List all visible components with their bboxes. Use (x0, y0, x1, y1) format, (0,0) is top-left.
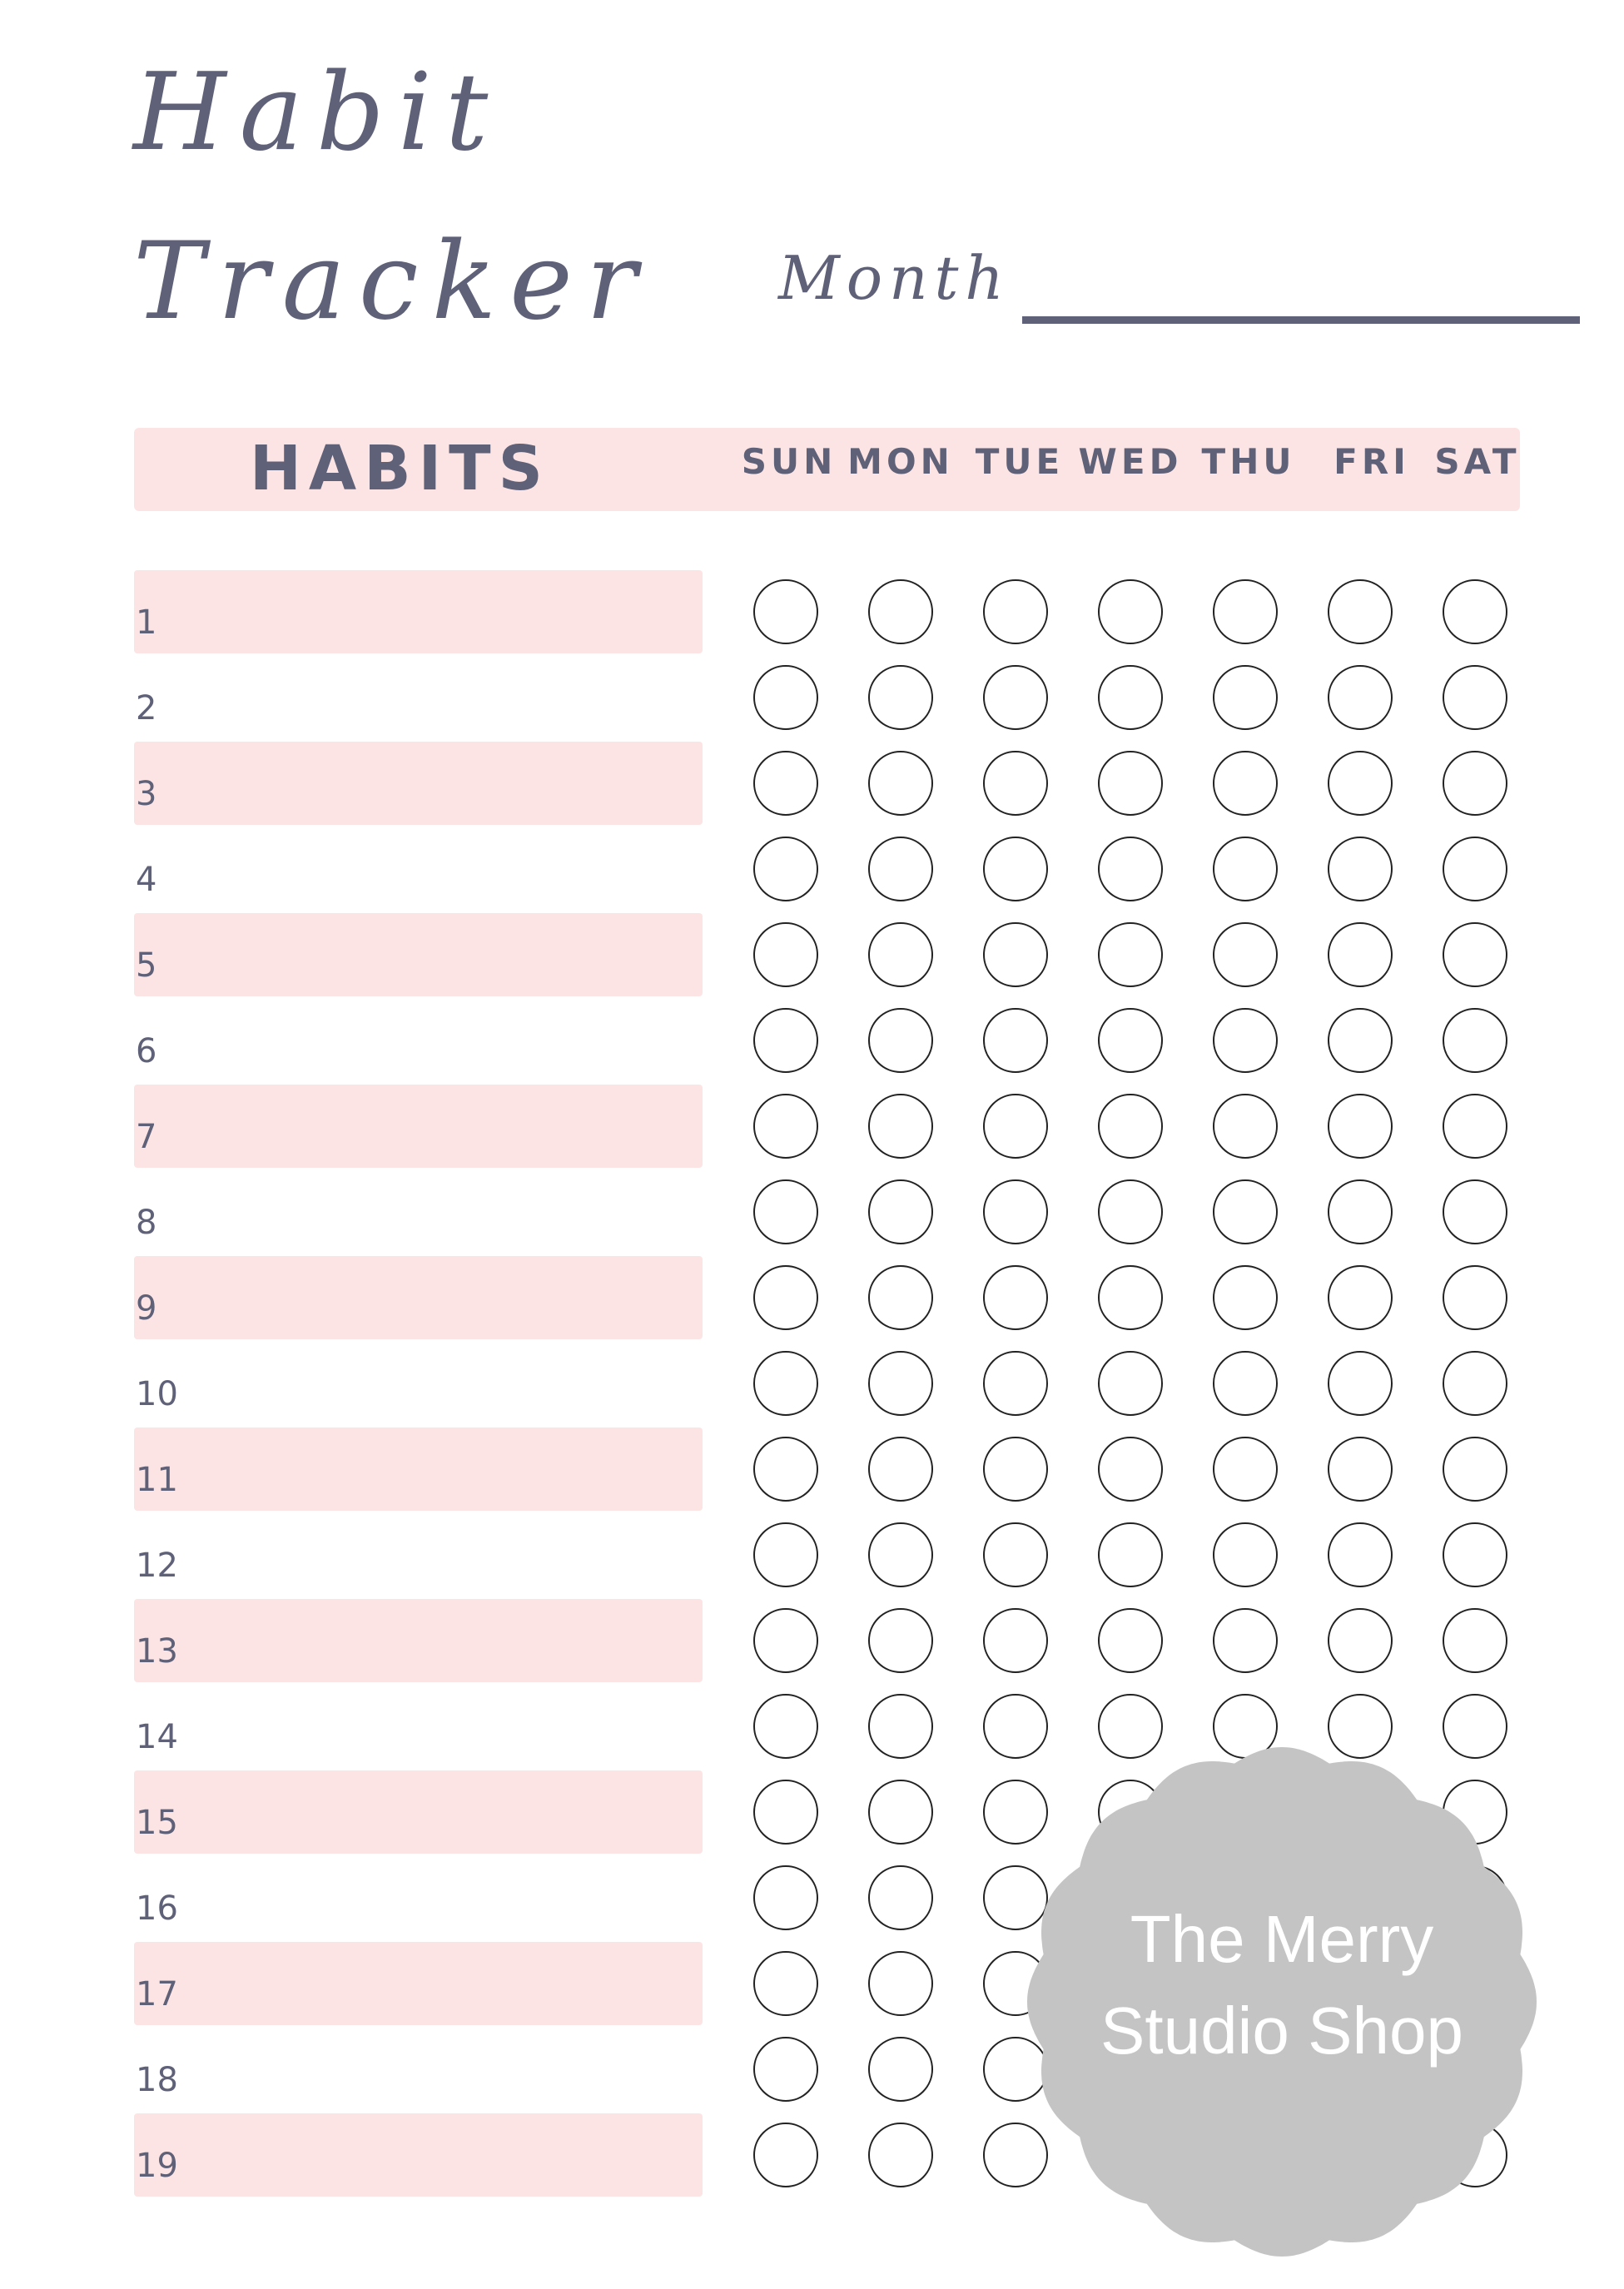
checkbox-circle-wed[interactable] (1098, 1351, 1163, 1416)
habit-row-number: 13 (136, 1632, 178, 1671)
checkbox-circle-wed[interactable] (1098, 1522, 1163, 1587)
checkbox-circle-sun[interactable] (753, 579, 818, 644)
checkbox-circle-tue[interactable] (983, 1351, 1048, 1416)
checkbox-circle-mon[interactable] (868, 1951, 933, 2016)
habit-name-field[interactable] (191, 2044, 691, 2094)
habit-row-number: 16 (136, 1889, 178, 1928)
habit-name-field[interactable] (191, 1616, 691, 1666)
checkbox-circle-fri[interactable] (1328, 922, 1393, 987)
checkbox-circle-tue[interactable] (983, 665, 1048, 730)
checkbox-circle-thu[interactable] (1213, 1265, 1278, 1330)
checkbox-circle-fri[interactable] (1328, 1179, 1393, 1244)
checkbox-circle-wed[interactable] (1098, 837, 1163, 901)
checkbox-circle-mon[interactable] (868, 1608, 933, 1673)
habit-name-field[interactable] (191, 1187, 691, 1237)
watermark-line-2: Studio Shop (1100, 1994, 1463, 2068)
checkbox-circle-fri[interactable] (1328, 665, 1393, 730)
checkbox-circle-sun[interactable] (753, 1608, 818, 1673)
checkbox-circle-sun[interactable] (753, 922, 818, 987)
habit-name-field[interactable] (191, 1701, 691, 1751)
habit-row-number: 5 (136, 946, 157, 985)
checkbox-circle-tue[interactable] (983, 1437, 1048, 1502)
habit-name-field[interactable] (191, 673, 691, 722)
checkbox-circle-sat[interactable] (1443, 579, 1507, 644)
checkbox-circle-wed[interactable] (1098, 922, 1163, 987)
habit-row-number: 8 (136, 1204, 157, 1242)
habit-name-field[interactable] (191, 844, 691, 894)
day-label-wed: WED (1078, 441, 1183, 482)
habit-row-number: 7 (136, 1118, 157, 1156)
checkbox-circle-mon[interactable] (868, 2037, 933, 2102)
day-label-fri: FRI (1333, 441, 1410, 482)
checkbox-circle-sat[interactable] (1443, 1179, 1507, 1244)
title-line-1: Habit (133, 51, 502, 175)
checkbox-circle-tue[interactable] (983, 1265, 1048, 1330)
habit-name-field[interactable] (191, 930, 691, 980)
habit-name-field[interactable] (191, 1015, 691, 1065)
habit-row-number: 3 (136, 775, 157, 813)
checkbox-circle-fri[interactable] (1328, 579, 1393, 644)
checkbox-circle-thu[interactable] (1213, 1179, 1278, 1244)
checkbox-circle-sun[interactable] (753, 1865, 818, 1930)
checkbox-circle-sun[interactable] (753, 1780, 818, 1845)
checkbox-circle-fri[interactable] (1328, 1608, 1393, 1673)
checkbox-circle-thu[interactable] (1213, 1522, 1278, 1587)
checkbox-circle-mon[interactable] (868, 1694, 933, 1759)
checkbox-circle-tue[interactable] (983, 922, 1048, 987)
habit-name-field[interactable] (191, 1530, 691, 1580)
checkbox-circle-mon[interactable] (868, 1437, 933, 1502)
day-label-tue: TUE (975, 441, 1065, 482)
checkbox-circle-sun[interactable] (753, 1694, 818, 1759)
checkbox-circle-sun[interactable] (753, 1437, 818, 1502)
checkbox-circle-thu[interactable] (1213, 922, 1278, 987)
checkbox-circle-sun[interactable] (753, 837, 818, 901)
habit-name-field[interactable] (191, 1358, 691, 1408)
checkbox-circle-mon[interactable] (868, 2123, 933, 2187)
checkbox-circle-mon[interactable] (868, 922, 933, 987)
habit-row-number: 15 (136, 1804, 178, 1842)
habit-name-field[interactable] (191, 1787, 691, 1837)
checkbox-circle-mon[interactable] (868, 1094, 933, 1159)
checkbox-circle-wed[interactable] (1098, 579, 1163, 644)
checkbox-circle-fri[interactable] (1328, 1437, 1393, 1502)
habit-name-field[interactable] (191, 2130, 691, 2180)
checkbox-circle-sat[interactable] (1443, 1608, 1507, 1673)
checkbox-circle-fri[interactable] (1328, 1522, 1393, 1587)
habit-row-number: 19 (136, 2147, 178, 2185)
checkbox-circle-mon[interactable] (868, 751, 933, 816)
checkbox-circle-wed[interactable] (1098, 665, 1163, 730)
checkbox-circle-thu[interactable] (1213, 1094, 1278, 1159)
habit-name-field[interactable] (191, 587, 691, 637)
checkbox-circle-sun[interactable] (753, 2123, 818, 2187)
checkbox-circle-tue[interactable] (983, 1008, 1048, 1073)
checkbox-circle-wed[interactable] (1098, 1008, 1163, 1073)
checkbox-circle-mon[interactable] (868, 1351, 933, 1416)
habit-name-field[interactable] (191, 1101, 691, 1151)
checkbox-circle-thu[interactable] (1213, 1008, 1278, 1073)
checkbox-circle-mon[interactable] (868, 837, 933, 901)
habit-row-number: 10 (136, 1375, 178, 1413)
day-label-thu: THU (1201, 441, 1296, 482)
habit-row-number: 14 (136, 1718, 178, 1756)
checkbox-circle-thu[interactable] (1213, 579, 1278, 644)
checkbox-circle-tue[interactable] (983, 837, 1048, 901)
habit-name-field[interactable] (191, 1873, 691, 1923)
checkbox-circle-tue[interactable] (983, 1179, 1048, 1244)
checkbox-circle-fri[interactable] (1328, 1265, 1393, 1330)
checkbox-circle-fri[interactable] (1328, 1008, 1393, 1073)
checkbox-circle-sun[interactable] (753, 1008, 818, 1073)
habits-header-label: HABITS (250, 433, 550, 504)
checkbox-circle-tue[interactable] (983, 1608, 1048, 1673)
checkbox-circle-wed[interactable] (1098, 751, 1163, 816)
checkbox-circle-sun[interactable] (753, 1522, 818, 1587)
checkbox-circle-mon[interactable] (868, 1265, 933, 1330)
checkbox-circle-wed[interactable] (1098, 1265, 1163, 1330)
checkbox-circle-sun[interactable] (753, 2037, 818, 2102)
habit-name-field[interactable] (191, 758, 691, 808)
day-label-sun: SUN (741, 441, 837, 482)
checkbox-circle-sun[interactable] (753, 1265, 818, 1330)
habit-name-field[interactable] (191, 1273, 691, 1323)
checkbox-circle-thu[interactable] (1213, 665, 1278, 730)
day-label-sat: SAT (1434, 441, 1521, 482)
checkbox-circle-wed[interactable] (1098, 1094, 1163, 1159)
checkbox-circle-wed[interactable] (1098, 1437, 1163, 1502)
habit-row-number: 6 (136, 1032, 157, 1070)
checkbox-circle-thu[interactable] (1213, 1351, 1278, 1416)
checkbox-circle-sun[interactable] (753, 665, 818, 730)
checkbox-circle-sat[interactable] (1443, 837, 1507, 901)
checkbox-circle-mon[interactable] (868, 1522, 933, 1587)
habit-row-number: 12 (136, 1547, 178, 1585)
habit-row-number: 18 (136, 2061, 178, 2099)
checkbox-circle-sat[interactable] (1443, 751, 1507, 816)
habit-row-number: 4 (136, 861, 157, 899)
checkbox-circle-thu[interactable] (1213, 751, 1278, 816)
habit-row-number: 1 (136, 603, 157, 642)
checkbox-circle-tue[interactable] (983, 1094, 1048, 1159)
checkbox-circle-sun[interactable] (753, 751, 818, 816)
checkbox-circle-sat[interactable] (1443, 1008, 1507, 1073)
checkbox-circle-sat[interactable] (1443, 1265, 1507, 1330)
checkbox-circle-wed[interactable] (1098, 1179, 1163, 1244)
habit-row-number: 17 (136, 1975, 178, 2013)
checkbox-circle-mon[interactable] (868, 579, 933, 644)
checkbox-circle-tue[interactable] (983, 751, 1048, 816)
habit-row-number: 2 (136, 689, 157, 727)
checkbox-circle-mon[interactable] (868, 1865, 933, 1930)
habit-row-number: 11 (136, 1461, 178, 1499)
checkbox-circle-fri[interactable] (1328, 1351, 1393, 1416)
checkbox-circle-wed[interactable] (1098, 1608, 1163, 1673)
habit-name-field[interactable] (191, 1444, 691, 1494)
checkbox-circle-sat[interactable] (1443, 1522, 1507, 1587)
checkbox-circle-fri[interactable] (1328, 837, 1393, 901)
month-label: Month (778, 243, 1011, 313)
month-input-line[interactable] (1022, 316, 1580, 324)
habit-row-number: 9 (136, 1289, 157, 1328)
checkbox-circle-sat[interactable] (1443, 665, 1507, 730)
checkbox-circle-mon[interactable] (868, 665, 933, 730)
title-line-2: Tracker (133, 220, 651, 344)
checkbox-circle-sun[interactable] (753, 1179, 818, 1244)
watermark-badge (1016, 1735, 1548, 2268)
checkbox-circle-thu[interactable] (1213, 837, 1278, 901)
habit-name-field[interactable] (191, 1959, 691, 2008)
checkbox-circle-mon[interactable] (868, 1780, 933, 1845)
checkbox-circle-sat[interactable] (1443, 1351, 1507, 1416)
checkbox-circle-sun[interactable] (753, 1951, 818, 2016)
checkbox-circle-mon[interactable] (868, 1179, 933, 1244)
watermark-line-1: The Merry (1130, 1902, 1434, 1976)
checkbox-circle-thu[interactable] (1213, 1437, 1278, 1502)
checkbox-circle-sat[interactable] (1443, 1094, 1507, 1159)
checkbox-circle-mon[interactable] (868, 1008, 933, 1073)
checkbox-circle-thu[interactable] (1213, 1608, 1278, 1673)
checkbox-circle-sat[interactable] (1443, 922, 1507, 987)
checkbox-circle-sun[interactable] (753, 1351, 818, 1416)
checkbox-circle-sat[interactable] (1443, 1437, 1507, 1502)
checkbox-circle-fri[interactable] (1328, 1094, 1393, 1159)
day-label-mon: MON (847, 441, 954, 482)
checkbox-circle-sun[interactable] (753, 1094, 818, 1159)
checkbox-circle-tue[interactable] (983, 579, 1048, 644)
checkbox-circle-fri[interactable] (1328, 751, 1393, 816)
checkbox-circle-tue[interactable] (983, 1522, 1048, 1587)
